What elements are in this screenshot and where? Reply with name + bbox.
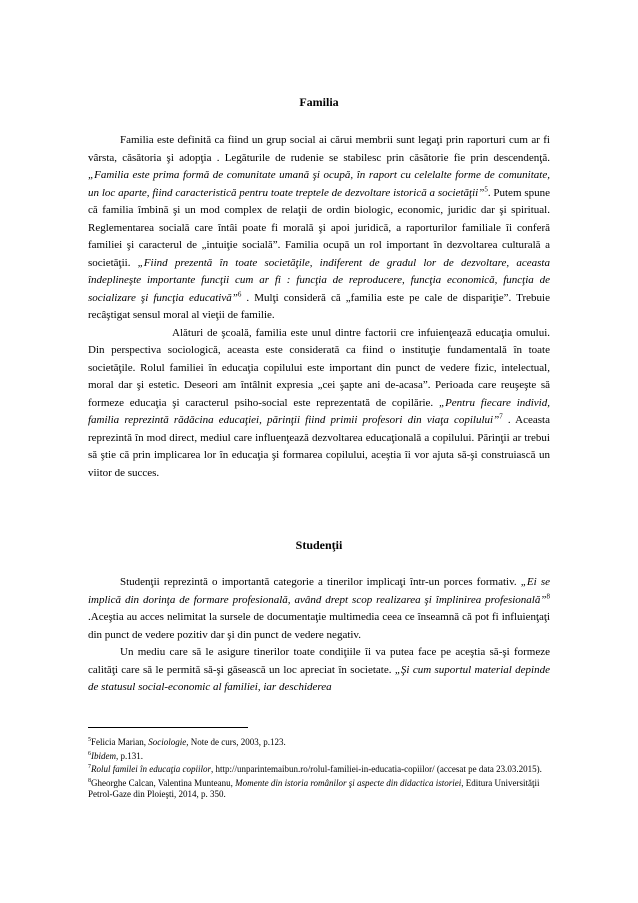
section-studentii-body bbox=[88, 574, 550, 697]
quote: „Şi cum suportul material depinde de statusul social-economic al familiei, iar deschiderea bbox=[88, 663, 550, 693]
section-title-studentii: Studenţii bbox=[295, 538, 343, 552]
footnote-text: , Note de curs, 2003, p.123. bbox=[186, 737, 286, 747]
paragraph bbox=[88, 325, 550, 483]
footnote-text: , p.131. bbox=[116, 750, 143, 761]
text-run: .Aceştia au acces nelimitat la sursele de documentaţie multimedia ceea ce înseamnă că pot fi influienţaţi din punct de vedere pozitiv dar şi din punct de vedere negativ. bbox=[88, 611, 550, 641]
footnote-title: Ibidem bbox=[91, 750, 116, 761]
footnote-text: , Editura Universităţii Petrol-Gaze din Ploieşti, 2014, p. 350. bbox=[88, 777, 540, 799]
footnote bbox=[88, 764, 550, 776]
footnote-divider bbox=[88, 727, 248, 728]
footnote-ref: 5 bbox=[484, 184, 488, 193]
footnote bbox=[88, 778, 550, 801]
footnote-title: Sociologie bbox=[148, 737, 187, 747]
footnote-text: , http://unparintemaibun.ro/rolul-familiei-in-educatia-copiilor/ (accesat pe data 23.03.2015). bbox=[210, 764, 542, 774]
quote: „Ei se implică din dorinţa de formare profesională, având drept scop realizarea şi împlinirea profesională” bbox=[88, 576, 551, 606]
footnote bbox=[88, 737, 550, 749]
paragraph bbox=[88, 132, 550, 325]
footnote-number: 6 bbox=[88, 750, 91, 757]
section-title-familia: Familia bbox=[299, 95, 339, 109]
footnote bbox=[88, 751, 550, 763]
paragraph bbox=[88, 574, 550, 644]
footnote-title: Momente din istoria românilor şi aspecte din didactica istoriei bbox=[235, 777, 462, 788]
quote: „Fiind prezentă în toate societăţile, indiferent de gradul lor de dezvoltare, aceasta îndeplineşte importante funcţii cum ar fi : funcţia de reproducere, funcţia economică, funcţia de socializare şi funcţia educativă” bbox=[88, 256, 550, 304]
footnote-ref: 7 bbox=[499, 412, 503, 421]
text-run: Alături de şcoală, familia este unul dintre factorii cre infuienţează educaţia omului. Din perspectiva sociologică, aceasta este considerată ca fiind o instituţie fundamentală în toate societăţile. Rolul familiei în educaţia copilului este important din punct de vedere fizic, intelectual, moral dar şi estetic. Deseori am întâlnit expresia „cei şapte ani de-acasa”. Perioada care reuşeşte să formeze educaţia şi caracterul psiho-social este reprezentată de copilărie. bbox=[88, 326, 550, 409]
text-run: Studenţii reprezintă o importantă categorie a tinerilor implicaţi într-un porces formativ. bbox=[120, 576, 521, 588]
footnote-ref: 6 bbox=[237, 289, 242, 298]
quote: „Pentru fiecare individ, familia reprezintă rădăcina educaţiei, părinţii fiind primii profesori din viaţa copilului” bbox=[88, 396, 550, 426]
footnote-number: 5 bbox=[88, 737, 91, 743]
paragraph bbox=[88, 644, 550, 697]
footnote-number: 8 bbox=[88, 777, 91, 784]
footnote-number: 7 bbox=[88, 764, 91, 770]
footnote-title: Rolul familei în educaţia copiilor bbox=[91, 764, 211, 774]
text-run: . Mulţi consideră că „familia este pe cale de dispariţie”. Trebuie recâştigat sensul moral al vieţii de familie. bbox=[88, 291, 550, 321]
quote: „Familia este prima formă de comunitate umană şi ocupă, în raport cu celelalte forme de comunitate, un loc aparte, fiind caracteristică pentru toate treptele de dezvoltare istorică a societăţii” bbox=[88, 169, 550, 199]
footnote-ref: 8 bbox=[546, 591, 550, 600]
footnote-text: Gheorghe Calcan, Valentina Munteanu, bbox=[91, 777, 236, 788]
footnotes bbox=[88, 737, 550, 803]
text-run: Un mediu care să le asigure tinerilor toate condiţiile îi va putea face pe aceştia să-şi formeze calităţi care să le permită să-şi găsească un loc apreciat în societate. bbox=[88, 646, 550, 676]
text-run: . Aceasta reprezintă în mod direct, mediul care influenţează dezvoltarea educaţională a copilului. Părinţii ar trebui să ştie că prin implicarea lor în educaţia şi formarea copilului, aceştia îi vor ajuta să-şi construiască un viitor de succes. bbox=[88, 414, 550, 479]
text-run: . Putem spune că familia îmbină şi un mod complex de relaţii de ordin biologic, economic, juridic dar şi spiritual. Reglementarea socială care întâi poate fi morală şi apoi juridică, a raporturilor familiale îi conferă familiei şi caracterul de „intuiţie socială”. Familia ocupă un rol important în dezvoltarea culturală a societăţii. bbox=[88, 186, 550, 269]
text-run: Familia este definită ca fiind un grup social ai cărui membrii sunt legaţi prin raporturi cum ar fi vârsta, căsătoria şi adopţia . Legăturile de rudenie se stabilesc prin căsătorie fie prin descendenţă. bbox=[88, 134, 550, 164]
footnote-text: Felicia Marian, bbox=[91, 737, 149, 747]
section-familia-body bbox=[88, 132, 550, 482]
